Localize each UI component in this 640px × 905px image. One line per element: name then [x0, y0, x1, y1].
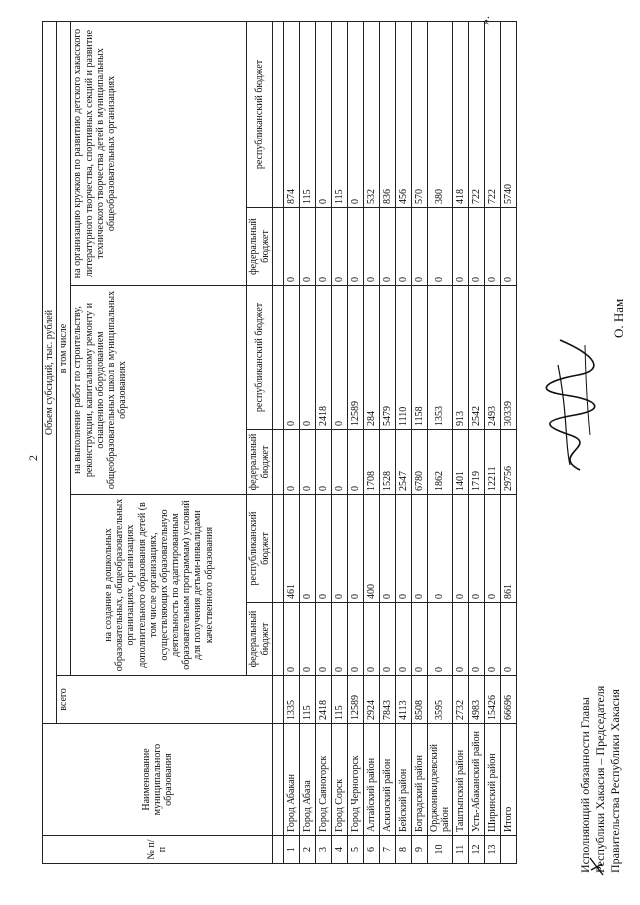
row-g1-republican: 861	[501, 495, 517, 603]
row-number: 2	[299, 836, 315, 864]
row-g1-republican: 0	[347, 495, 363, 603]
row-total: 3595	[427, 676, 452, 724]
header-municipality: Наименование муниципального образования	[43, 724, 273, 836]
row-g2-republican: 284	[363, 286, 379, 430]
table-row	[395, 22, 411, 864]
row-g2-republican: 0	[299, 286, 315, 430]
header-number: № п/п	[43, 836, 273, 864]
row-number: 13	[485, 836, 501, 864]
header-total: всего	[57, 676, 273, 724]
row-g2-republican: 0	[331, 286, 347, 430]
row-municipality: Алтайский район	[363, 724, 379, 836]
row-municipality: Усть-Абаканский район	[469, 724, 485, 836]
row-number: 10	[427, 836, 452, 864]
row-g3-republican: 115	[299, 22, 315, 208]
row-municipality: Город Сорск	[331, 724, 347, 836]
row-number: 4	[331, 836, 347, 864]
row-g2-federal: 29756	[501, 430, 517, 495]
row-total: 7843	[379, 676, 395, 724]
row-number: 6	[363, 836, 379, 864]
table-row	[379, 22, 395, 864]
row-total: 4983	[469, 676, 485, 724]
row-g1-federal: 0	[501, 603, 517, 676]
row-g1-federal: 0	[379, 603, 395, 676]
signature	[540, 325, 610, 475]
row-g2-republican: 913	[453, 286, 469, 430]
row-g1-republican: 0	[395, 495, 411, 603]
row-g2-federal: 1708	[363, 430, 379, 495]
row-g2-federal: 12211	[485, 430, 501, 495]
header-spacer	[272, 603, 283, 676]
row-number: 1	[283, 836, 299, 864]
row-g3-federal: 0	[379, 208, 395, 286]
row-g3-republican: 570	[411, 22, 427, 208]
row-g1-federal: 0	[485, 603, 501, 676]
table-row	[315, 22, 331, 864]
row-municipality: Боградский район	[411, 724, 427, 836]
row-number: 3	[315, 836, 331, 864]
row-g1-republican: 0	[485, 495, 501, 603]
row-g3-federal: 0	[299, 208, 315, 286]
row-g3-federal: 0	[411, 208, 427, 286]
row-municipality: Город Черногорск	[347, 724, 363, 836]
row-g1-republican: 0	[469, 495, 485, 603]
row-g2-federal: 1862	[427, 430, 452, 495]
row-municipality: Бейский район	[395, 724, 411, 836]
row-g3-republican: 0	[315, 22, 331, 208]
row-number: 12	[469, 836, 485, 864]
row-g3-federal: 0	[283, 208, 299, 286]
row-g1-federal: 0	[411, 603, 427, 676]
row-g3-republican: 5740	[501, 22, 517, 208]
row-g1-federal: 0	[469, 603, 485, 676]
row-number	[501, 836, 517, 864]
signature-line-1: Исполняющий обязанности Главы	[578, 697, 592, 873]
header-spacer	[272, 495, 283, 603]
row-total: 1335	[283, 676, 299, 724]
row-g3-federal: 0	[331, 208, 347, 286]
row-total: 2418	[315, 676, 331, 724]
row-total: 12589	[347, 676, 363, 724]
header-spacer	[272, 724, 283, 836]
table-row	[363, 22, 379, 864]
row-municipality: Город Саяногорск	[315, 724, 331, 836]
table-row	[453, 22, 469, 864]
row-g3-federal: 0	[395, 208, 411, 286]
row-municipality: Таштыпский район	[453, 724, 469, 836]
table-row	[331, 22, 347, 864]
row-g2-federal: 0	[299, 430, 315, 495]
table-row	[283, 22, 299, 864]
row-g2-republican: 2542	[469, 286, 485, 430]
row-g2-federal: 1528	[379, 430, 395, 495]
row-g3-republican: 0	[347, 22, 363, 208]
row-number: 11	[453, 836, 469, 864]
row-g2-federal: 2547	[395, 430, 411, 495]
table-row	[411, 22, 427, 864]
row-total: 66696	[501, 676, 517, 724]
row-g2-federal: 6780	[411, 430, 427, 495]
row-g1-federal: 0	[347, 603, 363, 676]
row-g3-federal: 0	[485, 208, 501, 286]
row-g3-federal: 0	[501, 208, 517, 286]
row-municipality: Итого	[501, 724, 517, 836]
header-republican: республиканский бюджет	[247, 495, 272, 603]
row-g1-republican: 461	[283, 495, 299, 603]
row-g1-republican: 0	[453, 495, 469, 603]
row-g3-republican: 836	[379, 22, 395, 208]
row-g2-federal: 1401	[453, 430, 469, 495]
row-municipality: Ширинский район	[485, 724, 501, 836]
row-municipality: Аскизский район	[379, 724, 395, 836]
row-g3-federal: 0	[469, 208, 485, 286]
header-republican: республиканский бюджет	[247, 22, 272, 208]
row-total: 2924	[363, 676, 379, 724]
header-spacer	[272, 22, 283, 208]
row-g2-republican: 0	[283, 286, 299, 430]
row-g2-republican: 2418	[315, 286, 331, 430]
table-row	[501, 22, 517, 864]
header-spacer	[272, 836, 283, 864]
row-g3-republican: 532	[363, 22, 379, 208]
row-g3-republican: 115	[331, 22, 347, 208]
header-group-school-construction: на выполнение работ по строительству, реконструкции, капитальному ремонту и оснащению оборудованием общеобразовательных школ в муниципальных образованиях	[71, 286, 247, 495]
row-total: 2732	[453, 676, 469, 724]
row-g1-federal: 0	[395, 603, 411, 676]
row-g2-republican: 1353	[427, 286, 452, 430]
row-number: 8	[395, 836, 411, 864]
row-number: 9	[411, 836, 427, 864]
closing-quote: ».	[478, 16, 492, 25]
row-number: 7	[379, 836, 395, 864]
header-spacer	[272, 208, 283, 286]
row-g2-federal: 0	[331, 430, 347, 495]
row-g1-republican: 0	[411, 495, 427, 603]
header-federal: федеральный бюджет	[247, 603, 272, 676]
signature-block	[578, 686, 623, 873]
row-municipality: Город Абакан	[283, 724, 299, 836]
row-g2-republican: 30339	[501, 286, 517, 430]
row-g3-federal: 0	[363, 208, 379, 286]
row-g3-republican: 418	[453, 22, 469, 208]
header-spacer	[272, 430, 283, 495]
row-g3-federal: 0	[315, 208, 331, 286]
row-g3-republican: 722	[485, 22, 501, 208]
row-g1-republican: 0	[299, 495, 315, 603]
table-body	[283, 22, 516, 864]
row-total: 8508	[411, 676, 427, 724]
header-federal: федеральный бюджет	[247, 208, 272, 286]
row-g3-republican: 380	[427, 22, 452, 208]
row-g3-federal: 0	[427, 208, 452, 286]
signature-line-2: Республики Хакасия – Председателя	[593, 685, 607, 873]
header-volume: Объем субсидий, тыс. рублей	[43, 22, 57, 724]
row-g1-federal: 0	[453, 603, 469, 676]
row-g3-republican: 874	[283, 22, 299, 208]
row-total: 15426	[485, 676, 501, 724]
row-g1-federal: 0	[299, 603, 315, 676]
row-g2-federal: 0	[315, 430, 331, 495]
header-group-disabled-children: на создание в дошкольных образовательных, общеобразовательных организациях, организациях дополнительного образования детей (в том числе организациях, осуществляющих образовательную деятельность по адаптированным образовательным программам) условий для получения детьми-инвалидами качественного образования	[71, 495, 247, 676]
header-including: в том числе	[57, 22, 71, 676]
row-g2-republican: 1110	[395, 286, 411, 430]
table-row	[299, 22, 315, 864]
row-g1-republican: 0	[427, 495, 452, 603]
table-row	[485, 22, 501, 864]
row-g2-republican: 2493	[485, 286, 501, 430]
row-g2-federal: 0	[347, 430, 363, 495]
row-g3-republican: 456	[395, 22, 411, 208]
row-total: 4113	[395, 676, 411, 724]
row-municipality: Город Абаза	[299, 724, 315, 836]
page-number: 2	[26, 455, 40, 461]
header-spacer	[272, 676, 283, 724]
table-row	[347, 22, 363, 864]
row-g2-republican: 1158	[411, 286, 427, 430]
row-g1-federal: 0	[283, 603, 299, 676]
row-g1-federal: 0	[363, 603, 379, 676]
row-g1-federal: 0	[331, 603, 347, 676]
header-spacer	[272, 286, 283, 430]
row-g3-federal: 0	[347, 208, 363, 286]
table-header	[43, 22, 284, 864]
row-g2-federal: 0	[283, 430, 299, 495]
row-g2-republican: 12589	[347, 286, 363, 430]
row-total: 115	[299, 676, 315, 724]
signer-name: О. Нам	[611, 298, 626, 338]
table-row	[469, 22, 485, 864]
header-republican: республиканский бюджет	[247, 286, 272, 430]
row-g1-republican: 0	[379, 495, 395, 603]
row-total: 115	[331, 676, 347, 724]
row-g1-republican: 0	[331, 495, 347, 603]
row-g2-republican: 5479	[379, 286, 395, 430]
subsidy-table	[42, 21, 517, 864]
row-g1-federal: 0	[315, 603, 331, 676]
header-federal: федеральный бюджет	[247, 430, 272, 495]
table-row	[427, 22, 452, 864]
row-g3-republican: 722	[469, 22, 485, 208]
signature-line-3: Правительства Республики Хакасия	[608, 689, 622, 873]
header-group-clubs: на организацию кружков по развитию детского хакасского литературного творчества, спортивных секций и развитие технического творчества детей в муниципальных общеобразовательных организациях	[71, 22, 247, 286]
row-g1-federal: 0	[427, 603, 452, 676]
row-g1-republican: 400	[363, 495, 379, 603]
row-g1-republican: 0	[315, 495, 331, 603]
row-g3-federal: 0	[453, 208, 469, 286]
row-g2-federal: 1719	[469, 430, 485, 495]
row-number: 5	[347, 836, 363, 864]
row-municipality: Орджоникидзевский район	[427, 724, 452, 836]
